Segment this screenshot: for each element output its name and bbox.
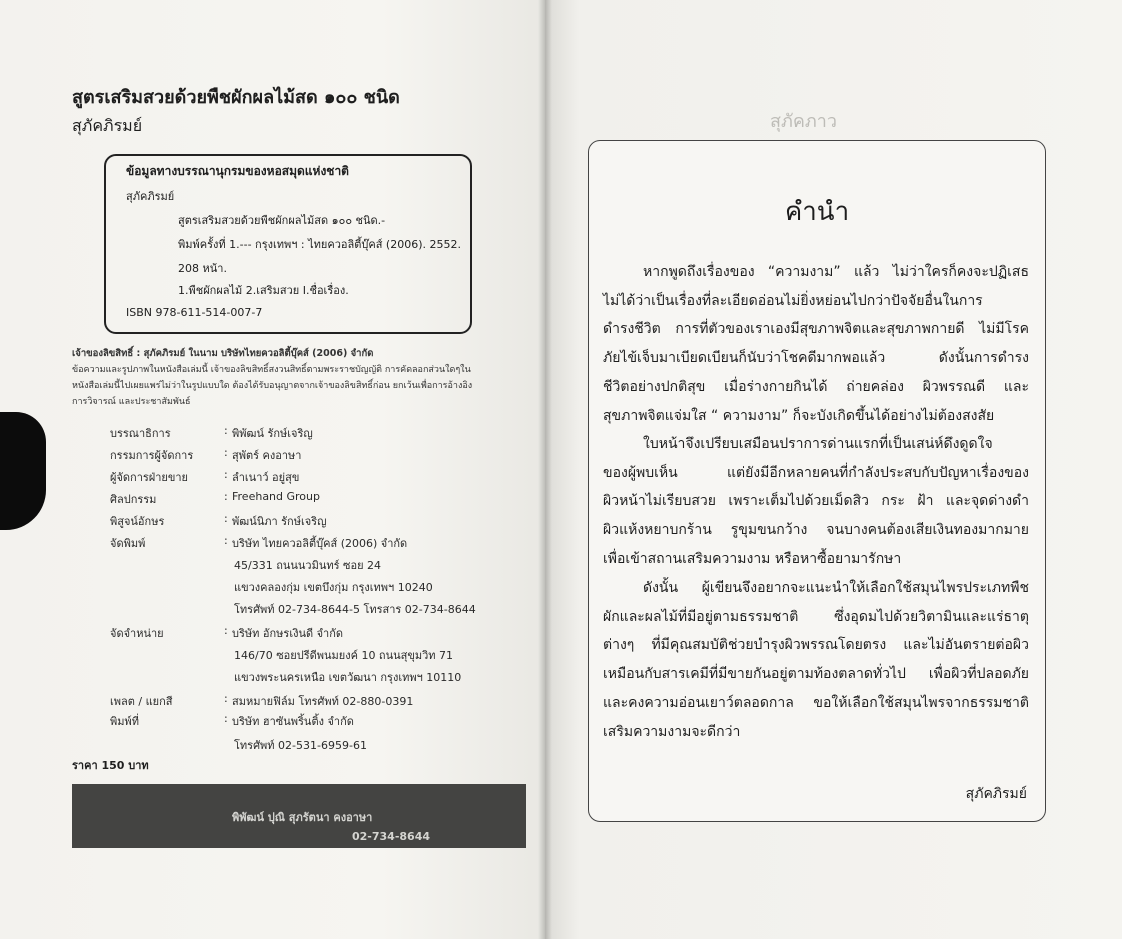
left-page: สูตรเสริมสวยด้วยพืชผักผลไม้สด ๑๐๐ ชนิด สุภัคภิรมย์ ข้อมูลทางบรรณานุกรมของหอสมุดแห่งชาติ สุภัคภิรมย์ สูตรเสริมสวยด้วยพืชผักผลไม้สด ๑๐๐ ชนิด.- พิมพ์ครั้งที่ 1.--- กรุงเทพฯ : ไทยควอลิตี้บุ๊คส์ (2006). 2552. 208 หน้า. 1.พืชผักผลไม้ 2.เสริมสวย I.ชื่อเรื่อง. ISBN 978-611-514-007-7 เจ้าของลิขสิทธิ์ : สุภัคภิรมย์ ในนาม บริษัทไทยควอลิตี้บุ๊คส์ (2006) จำกัด ข้อความและรูปภาพในหนังสือเล่มนี้ เจ้าของลิขสิทธิ์สงวนสิทธิ์ตามพระราชบัญญัติ การคัดลอกส่วนใดๆใน หนังสือเล่มนี้ไปเผยแพร่ไม่ว่าในรูปแบบใด ต้องได้รับอนุญาตจากเจ้าของลิขสิทธิ์ก่อน ยกเว้นเพื่อการอ้างอิง การวิจารณ์ และประชาสัมพันธ์ บรรณาธิการ : พิพัฒน์ รักษ์เจริญ กรรมการผู้จัดการ : สุพัตร์ คงอาษา ผู้จัดการฝ่ายขาย : ลำเนาว์ อยู่สุข ศิลปกรรม : Freehand Group พิสูจน์อักษร : พัฒน์นิภา รักษ์เจริญ จัดพิมพ์ : บริษัท ไทยควอลิตี้บุ๊คส์ (2006) จำกัด 45/331 ถนนนวมินทร์ ซอย 24 แขวงคลองกุ่ม เขตบึงกุ่ม กรุงเทพฯ 10240 โทรศัพท์ 02-734-8644-5 โทรสาร 02-734-8644 จัดจำหน่าย : บริษัท อักษรเงินดี จำกัด 146/70 ซอยปรีดีพนมยงค์ 10 ถนนสุขุมวิท 71 แขวงพระนครเหนือ เขตวัฒนา กรุงเทพฯ 10110 เพลต / แยกสี : สมหมายฟิล์ม โทรศัพท์ 02-880-0391 พิมพ์ที่ : บริษัท ฮาซันพริ้นติ้ง จำกัด โทรศัพท์ 02-531-6959-61 ราคา 150 บาท พิพัฒน์ ปุณิ สุภรัตนา คงอาษา 02-734-8644 [0, 0, 545, 939]
band-text: พิพัฒน์ ปุณิ สุภรัตนา คงอาษา [232, 811, 373, 824]
paragraph-line: เพื่อเข้าสถานเสริมความงาม หรือหาซื้อยามารักษา [603, 550, 902, 567]
cip-author: สุภัคภิรมย์ [126, 190, 175, 203]
band-text: 02-734-8644 [352, 830, 431, 843]
paragraph-line: ดังนั้น ผู้เขียนจึงอยากจะแนะนำให้เลือกใช้สมุนไพรประเภทพืช [643, 580, 1029, 596]
cip-line: 208 หน้า. [178, 262, 227, 275]
bleed-through-heading: สุภัคภาว [770, 111, 837, 132]
foreword-title: คำนำ [784, 197, 850, 227]
foreword-paragraph-2 [603, 430, 1029, 574]
cataloging-box [104, 154, 472, 334]
paragraph-line: ผิวหน้าไม่เรียบสวย เพราะเต็มไปด้วยเม็ดสิว กระ ฝ้า และจุดด่างดำ [603, 493, 1029, 510]
copyright-line: ข้อความและรูปภาพในหนังสือเล่มนี้ เจ้าของลิขสิทธิ์สงวนสิทธิ์ตามพระราชบัญญัติ การคัดลอกส่วนใดๆใน [72, 365, 471, 375]
cip-line: 1.พืชผักผลไม้ 2.เสริมสวย I.ชื่อเรื่อง. [178, 284, 349, 297]
thumb [0, 412, 46, 530]
paragraph-line: เสริมความงามจะดีกว่า [603, 723, 741, 740]
paragraph-line: ของผู้พบเห็น แต่ยังมีอีกหลายคนที่กำลังประสบกับปัญหาเรื่องของ [603, 464, 1029, 481]
price: ราคา 150 บาท [72, 759, 149, 772]
paragraph-line: หากพูดถึงเรื่องของ “ความงาม” แล้ว ไม่ว่าใครก็คงจะปฏิเสธ [643, 264, 1029, 280]
paragraph-line: ต่างๆ ที่มีคุณสมบัติช่วยบำรุงผิวพรรณโดยตรง และไม่อันตรายต่อผิว [603, 637, 1029, 654]
paragraph-line: เหมือนกับสารเคมีที่มีขายกันอยู่ตามท้องตลาดทั่วไป เพื่อผิวที่ปลอดภัย [603, 666, 1029, 683]
paragraph-line: ผิวแห้งหยาบกร้าน รูขุมขนกว้าง จนบางคนต้องเสียเงินทองมากมาย [603, 522, 1029, 539]
paragraph-line: ดำรงชีวิต การที่ตัวของเราเองมีสุขภาพจิตและสุขภาพกายดี ไม่มีโรค [603, 321, 1029, 338]
paragraph-line: และคงความอ่อนเยาว์ตลอดกาล ขอให้เลือกใช้สมุนไพรจากธรรมชาติ [603, 694, 1029, 711]
foreword-paragraph-3 [603, 574, 1029, 746]
copyright-line: หนังสือเล่มนี้ไปเผยแพร่ไม่ว่าในรูปแบบใด ต้องได้รับอนุญาตจากเจ้าของลิขสิทธิ์ก่อน ยกเว้นเพื่อการอ้างอิง [72, 381, 473, 391]
copyright-line: การวิจารณ์ และประชาสัมพันธ์ [72, 397, 191, 407]
paragraph-line: ผักและผลไม้ที่มีอยู่ตามธรรมชาติ ซึ่งอุดมไปด้วยวิตามินและแร่ธาตุ [603, 608, 1029, 625]
paragraph-line: ใบหน้าจึงเปรียบเสมือนปราการด่านแรกที่เป็นเสน่ห์ดึงดูดใจ [643, 436, 993, 452]
foreword-paragraph-1 [603, 258, 1029, 430]
paragraph-line: ชีวิตอย่างปกติสุข เมื่อร่างกายกินได้ ถ่ายคล่อง ผิวพรรณดี และ [603, 378, 1029, 395]
cip-line: สูตรเสริมสวยด้วยพืชผักผลไม้สด ๑๐๐ ชนิด.- [178, 214, 386, 227]
copyright-notice [72, 346, 532, 410]
isbn: ISBN 978-611-514-007-7 [126, 306, 263, 319]
book-title: สูตรเสริมสวยด้วยพืชผักผลไม้สด ๑๐๐ ชนิด [72, 87, 400, 108]
foreword-box [588, 140, 1046, 822]
cip-heading: ข้อมูลทางบรรณานุกรมของหอสมุดแห่งชาติ [126, 164, 349, 178]
bleed-through-band [72, 784, 526, 848]
paragraph-line: ไม่ได้ว่าเป็นเรื่องที่ละเอียดอ่อนไม่ยิ่งหย่อนไปกว่าปัจจัยอื่นในการ [603, 292, 983, 309]
book-gutter [538, 0, 552, 939]
book-author: สุภัคภิรมย์ [72, 116, 143, 135]
cip-line: พิมพ์ครั้งที่ 1.--- กรุงเทพฯ : ไทยควอลิตี้บุ๊คส์ (2006). 2552. [178, 238, 461, 251]
paragraph-line: ภัยไข้เจ็บมาเบียดเบียนก็นับว่าโชคดีมากพอแล้ว ดังนั้นการดำรง [603, 350, 1029, 367]
paragraph-line: สุขภาพจิตแจ่มใส “ ความงาม” ก็จะบังเกิดขึ้นได้อย่างไม่ต้องสงสัย [603, 407, 995, 424]
foreword-signature: สุภัคภิรมย์ [965, 786, 1027, 802]
copyright-owner: เจ้าของลิขสิทธิ์ : สุภัคภิรมย์ ในนาม บริษัทไทยควอลิตี้บุ๊คส์ (2006) จำกัด [72, 348, 374, 359]
